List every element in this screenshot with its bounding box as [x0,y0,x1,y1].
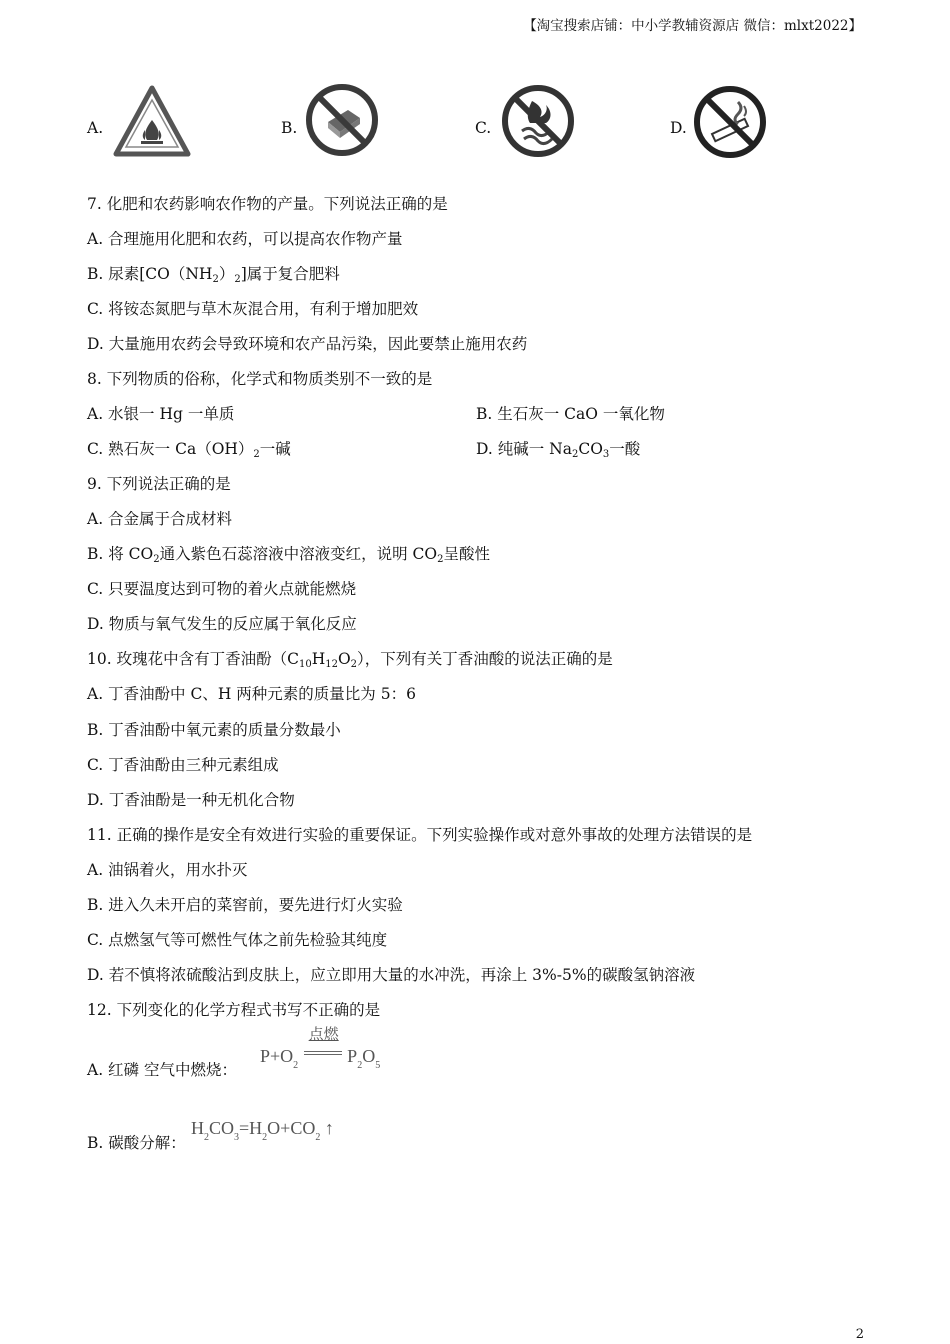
q8-d-post: 一酸 [609,440,641,458]
no-box-icon [304,82,380,158]
sign-option-d-label: D. [670,119,687,137]
q10-stem-pre: 10. 玫瑰花中含有丁香油酚（C [87,650,299,668]
sign-option-a-label: A. [87,119,104,137]
q9-b-sub2: 2 [437,554,444,565]
q9-stem: 9. 下列说法正确的是 [87,475,231,493]
page-header: 【淘宝搜索店铺：中小学教辅资源店 微信：mlxt2022】 [523,18,862,34]
q8-d-sub2: 3 [602,449,610,460]
q7-b-post: ]属于复合肥料 [240,265,340,283]
q9-b-mid: 通入紫色石蕊溶液中溶液变红，说明 CO [159,545,438,563]
sign-option-b-label: B. [281,119,298,137]
q12-equation-b: $H_2CO_3=H_2O+CO_2$ ↑ [191,1118,334,1143]
q9-b-sub: 2 [153,554,160,565]
q7-b-pre: B. 尿素[CO（NH [87,265,213,283]
q9-option-b [87,542,490,565]
q10-sub-1: 10 [298,659,312,670]
q10-stem [87,647,613,670]
q8-c-pre: C. 熟石灰一 Ca（OH） [87,440,254,458]
q10-stem-post: ），下列有关丁香油酸的说法正确的是 [357,650,613,668]
q8-c-sub: 2 [253,449,260,460]
q11-option-c: C. 点燃氢气等可燃性气体之前先检验其纯度 [87,931,388,949]
q9-b-pre: B. 将 CO [87,545,154,563]
page-number: 2 [855,1327,864,1342]
q7-option-b [87,262,340,285]
flammable-warning-icon [112,84,192,158]
q10-option-c: C. 丁香油酚由三种元素组成 [87,756,279,774]
q8-option-a: A. 水银一 Hg 一单质 [87,405,235,423]
q10-h: H [311,650,326,668]
no-smoking-icon [692,84,768,160]
q8-c-post: 一碱 [259,440,291,458]
q7-b-sub2: 2 [234,274,241,285]
q8-d-sub: 2 [571,449,579,460]
q11-option-d: D. 若不慎将浓硫酸沾到皮肤上，应立即用大量的水冲洗，再涂上 3%-5%的碳酸氢钠溶液 [87,966,696,984]
q9-option-d: D. 物质与氧气发生的反应属于氧化反应 [87,615,357,633]
q9-option-a: A. 合金属于合成材料 [87,510,233,528]
q7-option-c: C. 将铵态氮肥与草木灰混合用，有利于增加肥效 [87,300,419,318]
q8-d-mid: CO [578,440,603,458]
q7-stem: 7. 化肥和农药影响农作物的产量。下列说法正确的是 [87,195,448,213]
q9-option-c: C. 只要温度达到可物的着火点就能燃烧 [87,580,357,598]
q8-option-b: B. 生石灰一 CaO 一氧化物 [476,405,665,423]
q10-option-d: D. 丁香油酚是一种无机化合物 [87,791,295,809]
q11-option-a: A. 油锅着火，用水扑灭 [87,861,248,879]
q11-option-b: B. 进入久未开启的菜窖前，要先进行灯火实验 [87,896,403,914]
q10-sub-3: 2 [350,659,358,670]
q12-equation-a: $P+O_2$ 点燃 $P_2O_5$ [260,1025,381,1071]
q10-option-b: B. 丁香油酚中氧元素的质量分数最小 [87,721,341,739]
no-burning-icon [500,83,576,159]
q9-b-post: 呈酸性 [443,545,491,563]
q8-d-pre: D. 纯碱一 Na [476,440,572,458]
q10-o: O [337,650,351,668]
q10-sub-2: 12 [325,659,338,670]
q8-option-c [87,437,291,460]
q12-stem: 12. 下列变化的化学方程式书写不正确的是 [87,1001,381,1019]
reaction-condition: 点燃 [308,1025,339,1043]
reaction-condition-arrow [304,1025,342,1059]
q8-option-d [476,437,640,460]
q7-option-d: D. 大量施用农药会导致环境和农产品污染，因此要禁止施用农药 [87,335,528,353]
q7-b-mid: ） [218,265,235,283]
q12-option-b-label: B. 碳酸分解： [87,1134,186,1152]
q8-stem: 8. 下列物质的俗称，化学式和物质类别不一致的是 [87,370,433,388]
q10-option-a: A. 丁香油酚中 C、H 两种元素的质量比为 5：6 [87,685,416,703]
q7-option-a: A. 合理施用化肥和农药，可以提高农作物产量 [87,230,403,248]
q11-stem: 11. 正确的操作是安全有效进行实验的重要保证。下列实验操作或对意外事故的处理方法错误的是 [87,826,753,844]
q7-b-sub: 2 [212,274,219,285]
q12-option-a-label: A. 红磷 空气中燃烧： [87,1061,237,1079]
sign-option-c-label: C. [475,119,492,137]
